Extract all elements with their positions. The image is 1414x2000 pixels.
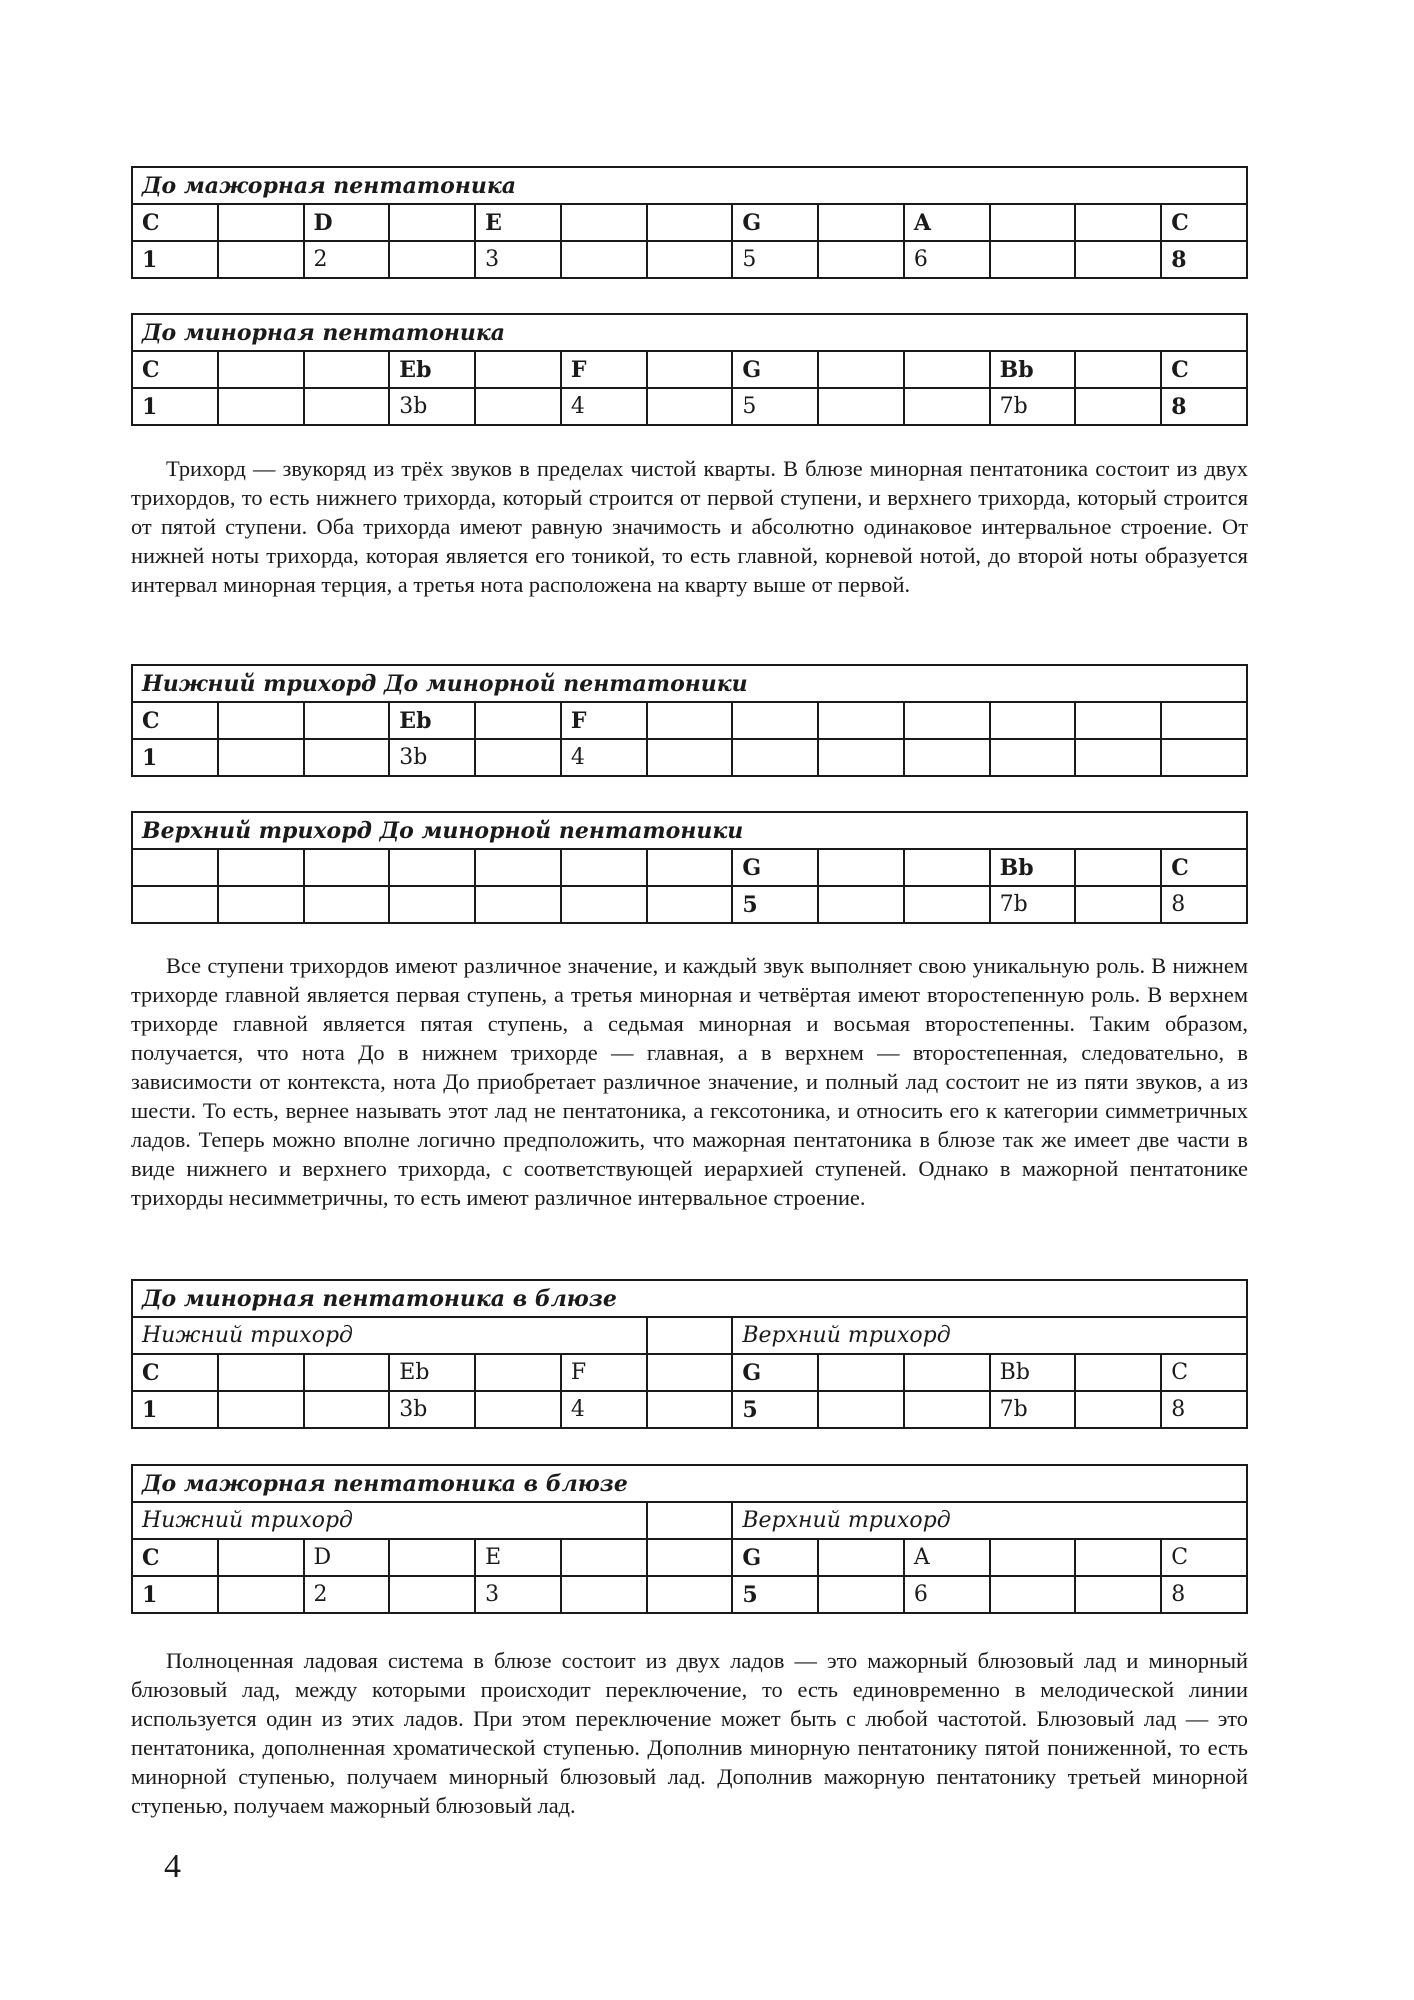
table-cell [647,204,733,241]
table-cell [904,351,990,388]
table-cell [1075,1391,1161,1428]
table-cell [218,1576,304,1613]
table-cell [647,1576,733,1613]
table-cell: 2 [304,1576,390,1613]
table-cell: G [732,1539,818,1576]
table-cell [475,1391,561,1428]
table-row [132,241,1247,278]
table-cell [304,388,390,425]
table-cell: 7b [990,886,1076,923]
table-minor-blues [131,1279,1248,1429]
table-row [132,1391,1247,1428]
table-title: До мажорная пентатоника [132,167,1247,204]
paragraph: Полноценная ладовая система в блюзе состоит из двух ладов — это мажорный блюзовый лад и минорный блюзовый лад, между которыми происходит переключение, то есть единовременно в мелодической линии используется один из этих ладов. При этом переключение может быть с любой частотой. Блюзовый лад — это пентатоника, дополненная хроматической ступенью. Дополнив минорную пентатонику пятой пониженной, то есть минорной ступенью, получаем минорный блюзовый лад. Дополнив мажорную пентатонику третьей минорной ступенью, получаем мажорный блюзовый лад. [131,1648,1248,1818]
table-cell [389,241,475,278]
table-cell [732,739,818,776]
table-cell: G [732,204,818,241]
table-row [132,1539,1247,1576]
table-cell: C [132,204,218,241]
table-cell: 3b [389,739,475,776]
table-cell [904,1391,990,1428]
table-cell [647,1539,733,1576]
table-major-blues [131,1464,1248,1614]
table-cell [218,241,304,278]
table-cell [389,1539,475,1576]
table-cell [475,702,561,739]
table-cell [647,886,733,923]
table-cell [990,204,1076,241]
table-lower-trichord [131,664,1248,777]
lower-trichord-label: Нижний трихорд [132,1502,647,1539]
table-cell: 4 [561,388,647,425]
table-cell [218,849,304,886]
table-cell: G [732,351,818,388]
table-cell [990,1576,1076,1613]
paragraph: Трихорд — звукоряд из трёх звуков в пределах чистой кварты. В блюзе минорная пентатоника состоит из двух трихордов, то есть нижнего трихорда, который строится от первой ступени, и верхнего трихорда, который строится от пятой ступени. Оба трихорда имеют равную значимость и абсолютно одинаковое интервальное строение. От нижней ноты трихорда, которая является его тоникой, то есть главной, корневой нотой, до второй ноты образуется интервал минорная терция, а третья нота расположена на кварту выше от первой. [131,456,1248,597]
table-cell: 1 [132,241,218,278]
table-cell: 4 [561,1391,647,1428]
table-upper-trichord [131,811,1248,924]
table-cell [304,351,390,388]
table-cell [218,702,304,739]
table-cell: F [561,351,647,388]
table-cell [818,241,904,278]
table-cell [475,388,561,425]
table-cell: 3 [475,241,561,278]
table-cell [475,351,561,388]
table-cell [990,241,1076,278]
table-cell: 8 [1161,388,1247,425]
table-cell: D [304,1539,390,1576]
table-title: До мажорная пентатоника в блюзе [132,1465,1247,1502]
table-cell: C [132,1354,218,1391]
table-row [132,1317,1247,1354]
table-row [132,1354,1247,1391]
table-cell: 1 [132,1576,218,1613]
table-cell [647,241,733,278]
table-cell: Eb [389,351,475,388]
table-cell: 5 [732,388,818,425]
table-cell [647,849,733,886]
table-row [132,702,1247,739]
table-cell [304,1354,390,1391]
table-cell: 7b [990,388,1076,425]
table-cell: A [904,204,990,241]
table-cell [389,1576,475,1613]
table-cell [1075,204,1161,241]
table-cell: 6 [904,1576,990,1613]
table-cell: F [561,702,647,739]
table-cell [1075,702,1161,739]
table-cell [818,886,904,923]
table-row [132,204,1247,241]
table-cell [904,886,990,923]
table-cell: 6 [904,241,990,278]
table-cell [1075,351,1161,388]
table-cell [304,849,390,886]
table-cell [561,204,647,241]
table-cell: 5 [732,241,818,278]
table-cell [1075,241,1161,278]
table-cell: 4 [561,739,647,776]
table-cell [990,702,1076,739]
table-cell [304,886,390,923]
table-cell [1161,702,1247,739]
table-cell: 3 [475,1576,561,1613]
table-cell: Eb [389,702,475,739]
table-cell: C [1161,351,1247,388]
table-cell: Eb [389,1354,475,1391]
table-cell: 8 [1161,1391,1247,1428]
table-cell [818,702,904,739]
table-cell: C [1161,849,1247,886]
table-cell [475,739,561,776]
table-cell: 8 [1161,1576,1247,1613]
table-cell: G [732,1354,818,1391]
table-row [132,388,1247,425]
table-cell: C [132,1539,218,1576]
table-cell: E [475,204,561,241]
table-cell [647,1391,733,1428]
table-cell [647,1317,733,1354]
table-cell [1161,739,1247,776]
table-cell [818,1391,904,1428]
table-cell [475,1354,561,1391]
table-cell [475,886,561,923]
table-cell: C [1161,1539,1247,1576]
table-cell: A [904,1539,990,1576]
table-cell: 8 [1161,241,1247,278]
table-cell: G [732,849,818,886]
table-cell: Bb [990,1354,1076,1391]
table-minor-pentatonic [131,313,1248,426]
table-cell [218,886,304,923]
table-cell [132,849,218,886]
table-cell [818,1576,904,1613]
table-cell [818,739,904,776]
table-cell [561,849,647,886]
table-cell [389,204,475,241]
upper-trichord-label: Верхний трихорд [732,1502,1247,1539]
table-cell [561,1539,647,1576]
table-cell [218,1539,304,1576]
table-cell: D [304,204,390,241]
table-cell [647,739,733,776]
table-cell [1075,1576,1161,1613]
table-major-pentatonic [131,166,1248,279]
table-cell: C [1161,1354,1247,1391]
table-cell: 5 [732,886,818,923]
table-cell: 8 [1161,886,1247,923]
table-cell [647,702,733,739]
table-cell [1075,886,1161,923]
table-cell [1075,739,1161,776]
table-cell [304,702,390,739]
table-cell [1075,1539,1161,1576]
table-cell [904,739,990,776]
table-cell [732,702,818,739]
table-cell [218,388,304,425]
table-row [132,1502,1247,1539]
table-cell [561,1576,647,1613]
table-cell [904,849,990,886]
table-cell [304,1391,390,1428]
table-cell [904,1354,990,1391]
table-cell [304,739,390,776]
table-cell [990,739,1076,776]
table-cell: C [132,351,218,388]
table-cell [818,1354,904,1391]
table-row [132,849,1247,886]
table-cell: E [475,1539,561,1576]
table-cell: 2 [304,241,390,278]
table-cell [132,886,218,923]
table-row [132,739,1247,776]
table-cell: Bb [990,351,1076,388]
table-cell: 3b [389,1391,475,1428]
table-cell [561,241,647,278]
table-cell [218,351,304,388]
table-cell [475,849,561,886]
table-cell [218,1391,304,1428]
table-row [132,1576,1247,1613]
table-cell [990,1539,1076,1576]
table-cell: F [561,1354,647,1391]
table-cell [218,739,304,776]
table-cell [818,351,904,388]
table-title: До минорная пентатоника [132,314,1247,351]
page-number: 4 [164,1848,181,1885]
table-title: Нижний трихорд До минорной пентатоники [132,665,1247,702]
paragraph: Все ступени трихордов имеют различное значение, и каждый звук выполняет свою уникальную роль. В нижнем трихорде главной является первая ступень, а третья минорная и четвёртая имеют второстепенную роль. В верхнем трихорде главной является пятая ступень, а седьмая минорная и восьмая второстепенны. Таким образом, получается, что нота До в нижнем трихорде — главная, а в верхнем — второстепенная, следовательно, в зависимости от контекста, нота До приобретает различное значение, и полный лад состоит не из пяти звуков, а из шести. То есть, вернее называть этот лад не пентатоника, а гексотоника, и относить его к категории симметричных ладов. Теперь можно вполне логично предположить, что мажорная пентатоника в блюзе так же имеет две части в виде нижнего и верхнего трихорда, с соответствующей иерархией ступеней. Однако в мажорной пентатонике трихорды несимметричны, то есть имеют различное интервальное строение. [131,953,1248,1210]
table-cell: C [132,702,218,739]
table-cell [647,1502,733,1539]
table-cell [647,351,733,388]
table-cell [818,388,904,425]
lower-trichord-label: Нижний трихорд [132,1317,647,1354]
table-cell [904,702,990,739]
table-cell: Bb [990,849,1076,886]
table-cell [561,886,647,923]
table-cell [218,1354,304,1391]
table-cell [389,886,475,923]
upper-trichord-label: Верхний трихорд [732,1317,1247,1354]
table-cell: 1 [132,1391,218,1428]
table-cell: 7b [990,1391,1076,1428]
table-row [132,886,1247,923]
table-cell [1075,1354,1161,1391]
table-cell: C [1161,204,1247,241]
table-cell [818,204,904,241]
table-cell [647,1354,733,1391]
table-cell: 5 [732,1576,818,1613]
table-cell: 1 [132,739,218,776]
table-cell [389,849,475,886]
table-cell [218,204,304,241]
table-title: Верхний трихорд До минорной пентатоники [132,812,1247,849]
table-cell [904,388,990,425]
table-cell: 3b [389,388,475,425]
table-cell [818,1539,904,1576]
table-cell: 1 [132,388,218,425]
table-cell [1075,849,1161,886]
table-row [132,351,1247,388]
table-title: До минорная пентатоника в блюзе [132,1280,1247,1317]
table-cell [818,849,904,886]
table-cell [647,388,733,425]
table-cell [1075,388,1161,425]
table-cell: 5 [732,1391,818,1428]
